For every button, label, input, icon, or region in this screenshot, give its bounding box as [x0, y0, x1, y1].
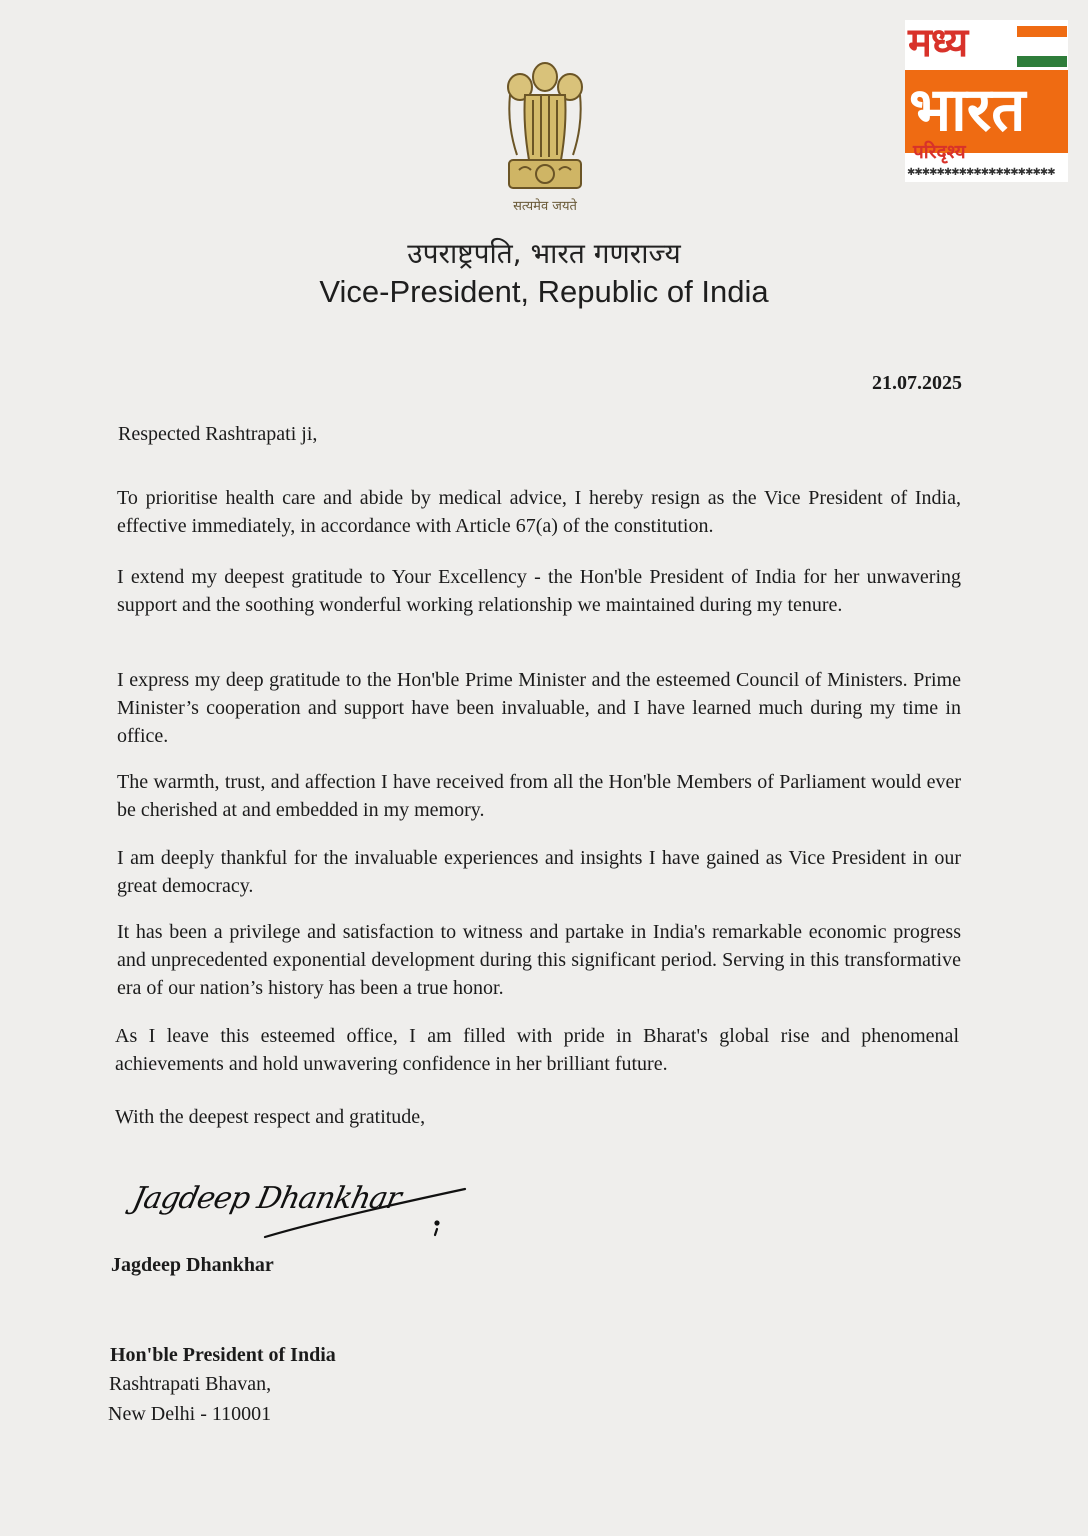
dancing-figures-icon: ✱✱✱✱✱✱✱✱✱✱✱✱✱✱✱✱✱✱✱✱ [907, 167, 1055, 178]
letter-date: 21.07.2025 [872, 372, 962, 394]
body-paragraph: It has been a privilege and satisfaction to witness and partake in India's remarkable economic progress and unprecedented exponential development during this significant period. Serving in this transformative era of our nation’s history has been a true honor. [117, 921, 961, 999]
tricolor-flag-icon [1017, 26, 1067, 71]
madhya-bharat-paridrishya-logo [905, 20, 1068, 182]
body-paragraph: I am deeply thankful for the invaluable experiences and insights I have gained as Vice President in our great democracy. [117, 847, 961, 897]
body-paragraph: To prioritise health care and abide by medical advice, I hereby resign as the Vice President of India, effective immediately, in accordance with Article 67(a) of the constitution. [117, 487, 961, 537]
addressee-line-1: Rashtrapati Bhavan, [109, 1373, 272, 1395]
handwritten-signature [125, 1165, 475, 1255]
body-paragraph: As I leave this esteemed office, I am filled with pride in Bharat's global rise and phenomenal achievements and hold unwavering confidence in her brilliant future. [115, 1025, 959, 1075]
logo-text-paridrishya: परिदृश्य [913, 141, 966, 163]
body-paragraph: I extend my deepest gratitude to Your Excellency - the Hon'ble President of India for her unwavering support and the soothing wonderful working relationship we maintained during my tenure. [117, 566, 961, 616]
addressee-line-2: New Delhi - 110001 [108, 1403, 272, 1425]
signer-name: Jagdeep Dhankhar [111, 1254, 274, 1276]
logo-text-madhya: मध्य [908, 20, 968, 66]
emblem-motto: सत्यमेव जयते [513, 199, 577, 214]
addressee-title: Hon'ble President of India [110, 1344, 336, 1366]
closing-line: With the deepest respect and gratitude, [115, 1106, 426, 1128]
letterhead-hindi-title: उपराष्ट्रपति, भारत गणराज्य [407, 237, 681, 270]
signature-text: Jagdeep Dhankhar [129, 1181, 404, 1216]
letterhead-english-title: Vice-President, Republic of India [319, 274, 769, 309]
salutation: Respected Rashtrapati ji, [118, 423, 318, 445]
signature-flourish [125, 1165, 475, 1255]
logo-text-bharat: भारत [909, 75, 1026, 145]
body-paragraph: I express my deep gratitude to the Hon'ble Prime Minister and the esteemed Council of Ministers. Prime Minister’s cooperation and support have been invaluable, and I have learned much during my time in office. [117, 669, 961, 747]
body-paragraph: The warmth, trust, and affection I have received from all the Hon'ble Members of Parliament would ever be cherished at and embedded in my memory. [117, 771, 961, 821]
